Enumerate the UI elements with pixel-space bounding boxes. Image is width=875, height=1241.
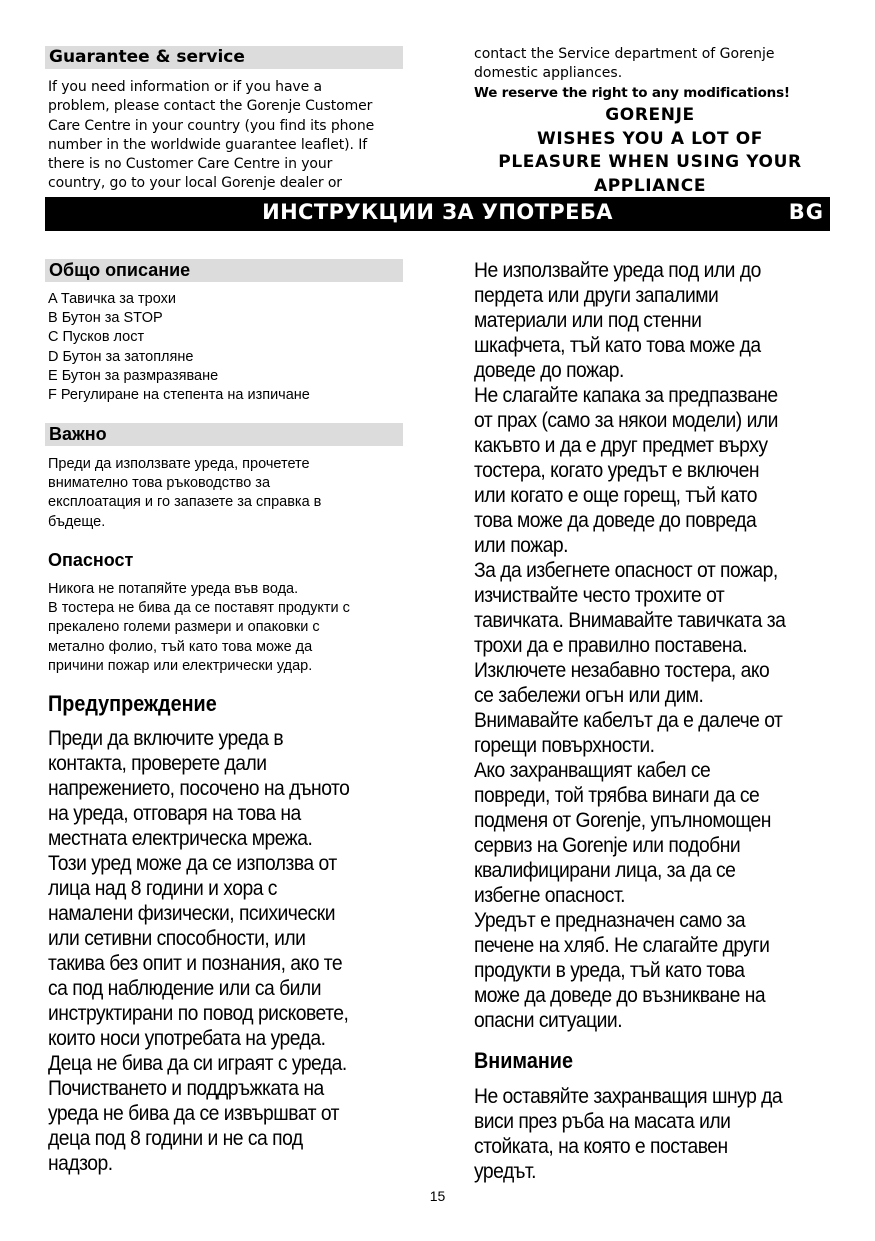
text-line: на уреда, отговаря на това на	[48, 802, 301, 825]
parts-list	[48, 290, 408, 405]
text-line: метално фолио, тъй като това може да	[48, 638, 313, 655]
text-line: са под наблюдение или са били	[48, 977, 321, 1000]
wish-line: PLEASURE WHEN USING YOUR	[498, 152, 802, 172]
text-line: Изключете незабавно тостера, ако	[474, 659, 770, 682]
text-line: избегне опасност.	[474, 884, 626, 907]
text-line: уредът.	[474, 1160, 536, 1183]
text-line: деца под 8 години и не са под	[48, 1127, 303, 1150]
safety-text	[474, 258, 842, 1033]
text-line: изчиствайте често трохите от	[474, 584, 725, 607]
guarantee-text	[48, 78, 408, 194]
text-line: В тостера не бива да се поставят продукти с	[48, 600, 350, 617]
text-line: от прах (само за някои модели) или	[474, 409, 778, 432]
text-line: такива без опит и познания, ако те	[48, 952, 343, 975]
text-line: внимателно това ръководство за	[48, 475, 271, 492]
attention-heading: Внимание	[474, 1048, 573, 1073]
list-item: D Бутон за затопляне	[48, 348, 194, 365]
list-item: E Бутон за размразяване	[48, 367, 219, 384]
text-line: или пожар.	[474, 534, 568, 557]
text-line: материали или под стенни	[474, 309, 702, 332]
banner-title: ИНСТРУКЦИИ ЗА УПОТРЕБА	[262, 200, 613, 224]
warning-heading: Предупреждение	[48, 691, 217, 716]
text-line: лица над 8 години и хора с	[48, 877, 277, 900]
text-line: или когато е още горещ, тъй като	[474, 484, 757, 507]
text-line: domestic appliances.	[474, 65, 623, 81]
text-line: тавичката. Внимавайте тавичката за	[474, 609, 786, 632]
wish-line: APPLIANCE	[593, 175, 707, 196]
text-line: If you need information or if you have a	[48, 79, 322, 95]
text-line: напрежението, посочено на дъното	[48, 777, 350, 800]
text-line: Този уред може да се използва от	[48, 852, 337, 875]
text-line: number in the worldwide guarantee leaflet). If	[48, 136, 368, 153]
list-item: C Пусков лост	[48, 329, 145, 346]
guarantee-heading-bar	[45, 46, 403, 69]
gorenje-wishes	[470, 104, 830, 198]
text-line: повреди, той трябва винаги да се	[474, 784, 760, 807]
text-line: Никога не потапяйте уреда във вода.	[48, 581, 299, 597]
text-line: които носи употребата на уреда.	[48, 1027, 326, 1050]
instructions-banner	[45, 197, 830, 231]
text-line: contact the Service department of Gorenje	[474, 46, 775, 62]
text-line: Внимавайте кабелът да е далече от	[474, 709, 783, 732]
list-item: A Тавичка за трохи	[48, 291, 176, 307]
text-line: контакта, проверете дали	[48, 752, 267, 775]
text-line: се забележи огън или дим.	[474, 684, 704, 707]
text-line: опасни ситуации.	[474, 1009, 623, 1032]
text-line: може да доведе до възникване на	[474, 984, 766, 1007]
text-line: пердета или други запалими	[474, 284, 719, 307]
text-line: Деца не бива да си играят с уреда.	[48, 1052, 347, 1075]
language-code: BG	[788, 200, 824, 224]
list-item: F Регулиране на степента на изпичане	[48, 387, 310, 404]
text-line: трохи да е правилно поставена.	[474, 634, 748, 657]
text-line: сервиз на Gorenje или подобни	[474, 834, 741, 857]
page-number: 15	[429, 1188, 446, 1204]
text-line: бъдеще.	[48, 513, 106, 530]
text-line: Почистването и поддръжката на	[48, 1077, 324, 1100]
danger-heading: Опасност	[48, 550, 134, 570]
text-line: подменя от Gorenje, упълномощен	[474, 809, 771, 832]
important-text	[48, 455, 408, 532]
text-line: Не слагайте капака за предпазване	[474, 384, 778, 407]
text-line: горещи повърхности.	[474, 734, 655, 757]
text-line: there is no Customer Care Centre in your	[48, 156, 333, 173]
text-line: прекалено големи размери и опаковки с	[48, 619, 320, 636]
reserve-rights-note: We reserve the right to any modifications!	[474, 85, 790, 101]
wish-line: WISHES YOU A LOT OF	[537, 128, 763, 149]
guarantee-continued	[474, 45, 834, 83]
warning-text	[48, 726, 416, 1176]
wish-line: GORENJE	[605, 105, 695, 125]
text-line: експлоатация и го запазете за справка в	[48, 494, 322, 511]
text-line: country, go to your local Gorenje dealer or	[48, 175, 342, 192]
text-line: За да избегнете опасност от пожар,	[474, 559, 778, 582]
text-line: тостера, когато уредът е включен	[474, 459, 760, 482]
danger-text	[48, 580, 413, 676]
text-line: доведе до пожар.	[474, 359, 624, 382]
text-line: Преди да включите уреда в	[48, 727, 284, 750]
text-line: печене на хляб. Не слагайте други	[474, 934, 770, 957]
text-line: причини пожар или електрически удар.	[48, 657, 313, 674]
text-line: виси през ръба на масата или	[474, 1110, 731, 1133]
general-heading-bar	[45, 259, 403, 282]
text-line: инструктирани по повод рисковете,	[48, 1002, 349, 1025]
text-line: Ако захранващият кабел се	[474, 759, 711, 782]
important-heading-bar	[45, 423, 403, 446]
list-item: B Бутон за STOP	[48, 310, 163, 327]
important-heading: Важно	[49, 424, 107, 444]
text-line: уреда не бива да се извършват от	[48, 1102, 340, 1125]
text-line: това може да доведе до повреда	[474, 509, 757, 532]
text-line: Преди да използвате уреда, прочетете	[48, 456, 310, 472]
text-line: шкафчета, тъй като това може да	[474, 334, 761, 357]
text-line: Care Centre in your country (you find its phone	[48, 117, 375, 134]
text-line: продукти в уреда, тъй като това	[474, 959, 745, 982]
general-heading: Общо описание	[49, 260, 191, 280]
text-line: Уредът е предназначен само за	[474, 909, 746, 932]
text-line: надзор.	[48, 1152, 113, 1175]
text-line: problem, please contact the Gorenje Customer	[48, 98, 373, 115]
guarantee-heading: Guarantee & service	[49, 47, 245, 67]
text-line: намалени физически, психически	[48, 902, 335, 925]
text-line: или сетивни способности, или	[48, 927, 306, 950]
text-line: квалифицирани лица, за да се	[474, 859, 736, 882]
attention-text	[474, 1084, 842, 1184]
text-line: Не оставяйте захранващия шнур да	[474, 1085, 783, 1108]
text-line: какъвто и да е друг предмет върху	[474, 434, 768, 457]
text-line: стойката, на която е поставен	[474, 1135, 728, 1158]
text-line: Не използвайте уреда под или до	[474, 259, 761, 282]
text-line: местната електрическа мрежа.	[48, 827, 313, 850]
